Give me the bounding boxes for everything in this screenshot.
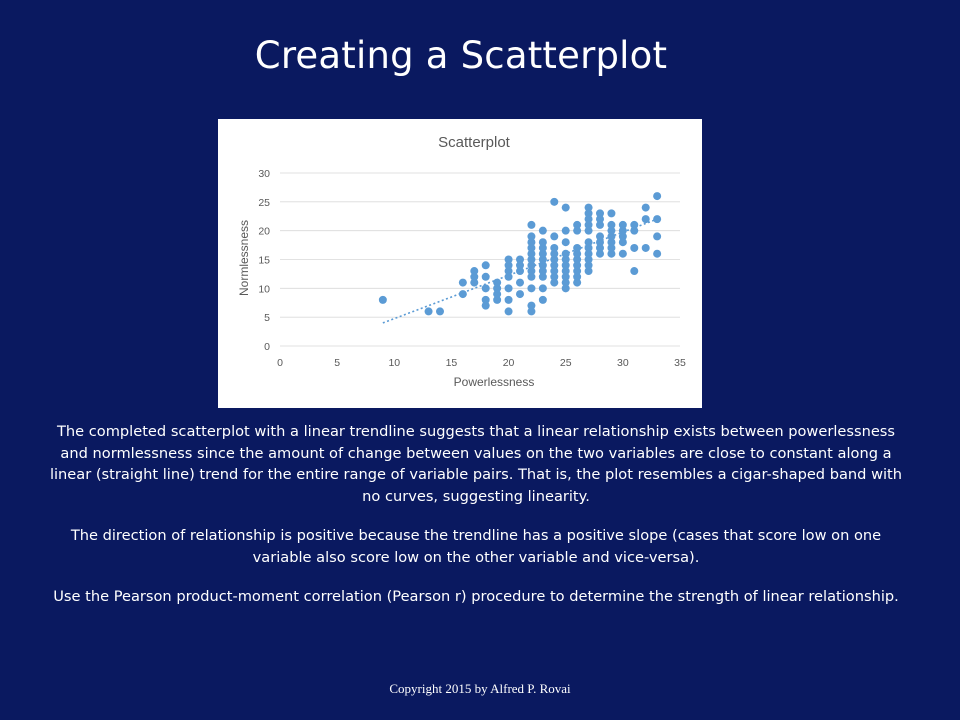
scatter-point: [539, 238, 547, 246]
scatter-point: [505, 284, 513, 292]
scatter-point: [642, 244, 650, 252]
y-tick-label: 30: [258, 168, 270, 180]
scatter-point: [539, 296, 547, 304]
x-tick-label: 10: [388, 357, 401, 369]
scatter-point: [630, 267, 638, 275]
scatter-point: [550, 244, 558, 252]
scatter-point: [562, 227, 570, 235]
scatter-point: [459, 290, 467, 298]
chart-title: Scatterplot: [438, 134, 510, 151]
scatter-point: [562, 250, 570, 258]
scatter-point: [550, 198, 558, 206]
scatter-point: [505, 296, 513, 304]
scatter-point: [527, 221, 535, 229]
x-tick-label: 0: [277, 357, 283, 369]
scatter-point: [573, 244, 581, 252]
scatter-point: [493, 279, 501, 287]
scatter-point: [482, 284, 490, 292]
scatter-point: [539, 284, 547, 292]
scatter-point: [482, 296, 490, 304]
scatter-point: [516, 290, 524, 298]
y-tick-label: 5: [264, 312, 270, 325]
data-points: [379, 192, 661, 315]
y-tick-label: 20: [258, 225, 270, 238]
scatter-point: [630, 221, 638, 229]
scatterplot-chart: [218, 119, 702, 408]
scatter-point: [642, 204, 650, 212]
x-tick-label: 5: [334, 357, 341, 369]
scatter-point: [619, 250, 627, 258]
scatter-point: [527, 284, 535, 292]
scatter-point: [539, 227, 547, 235]
scatter-point: [607, 209, 615, 217]
scatter-point: [573, 221, 581, 229]
scatter-point: [505, 256, 513, 264]
scatter-point: [562, 238, 570, 246]
scatter-point: [379, 296, 387, 304]
scatter-point: [653, 192, 661, 200]
scatter-point: [425, 307, 433, 315]
y-tick-label: 10: [258, 283, 270, 296]
scatter-point: [630, 244, 638, 252]
x-tick-label: 25: [559, 357, 572, 369]
y-tick-label: 0: [264, 341, 270, 353]
scatter-point: [482, 261, 490, 269]
scatter-point: [653, 250, 661, 258]
scatter-point: [619, 221, 627, 229]
x-tick-label: 35: [674, 357, 686, 369]
scatter-point: [585, 204, 593, 212]
x-tick-label: 15: [445, 357, 458, 369]
scatterplot-svg: [218, 119, 702, 408]
copyright-notice: Copyright 2015 by Alfred P. Rovai: [389, 681, 571, 696]
scatter-point: [596, 209, 604, 217]
y-tick-label: 15: [258, 254, 270, 267]
scatter-point: [516, 256, 524, 264]
scatter-point: [596, 232, 604, 240]
scatter-point: [482, 273, 490, 281]
scatter-point: [527, 302, 535, 310]
scatter-point: [562, 204, 570, 212]
y-tick-label: 25: [258, 196, 270, 209]
explanation-text: [48, 421, 904, 626]
x-tick-label: 20: [502, 357, 515, 369]
paragraph-direction: The direction of relationship is positive because the trendline has a positive slope (cases that score low on one variable also score low on the other variable and vice-versa).: [70, 527, 882, 566]
scatter-point: [607, 221, 615, 229]
scatter-point: [527, 232, 535, 240]
paragraph-strength: Use the Pearson product-moment correlation (Pearson r) procedure to determine the strength of linear relationship.: [53, 588, 899, 605]
scatter-point: [550, 232, 558, 240]
paragraph-linearity: The completed scatterplot with a linear trendline suggests that a linear relationship exists between powerlessness and normlessness since the amount of change between values on the two variables are close to constant along a linear (straight line) trend for the entire range of variable pairs. That is, the plot resembles a cigar-shaped band with no curves, suggesting linearity.: [49, 423, 903, 505]
scatter-point: [642, 215, 650, 223]
scatter-point: [653, 215, 661, 223]
x-axis-label: Powerlessness: [453, 375, 535, 389]
gridlines: [280, 173, 680, 346]
scatter-point: [436, 307, 444, 315]
slide-title: Creating a Scatterplot: [254, 34, 668, 77]
x-tick-label: 30: [617, 357, 629, 369]
scatter-point: [516, 279, 524, 287]
scatter-point: [505, 307, 513, 315]
y-axis-label: Normlessness: [237, 219, 251, 297]
scatter-point: [585, 238, 593, 246]
scatter-point: [653, 232, 661, 240]
scatter-point: [470, 267, 478, 275]
scatter-point: [459, 279, 467, 287]
